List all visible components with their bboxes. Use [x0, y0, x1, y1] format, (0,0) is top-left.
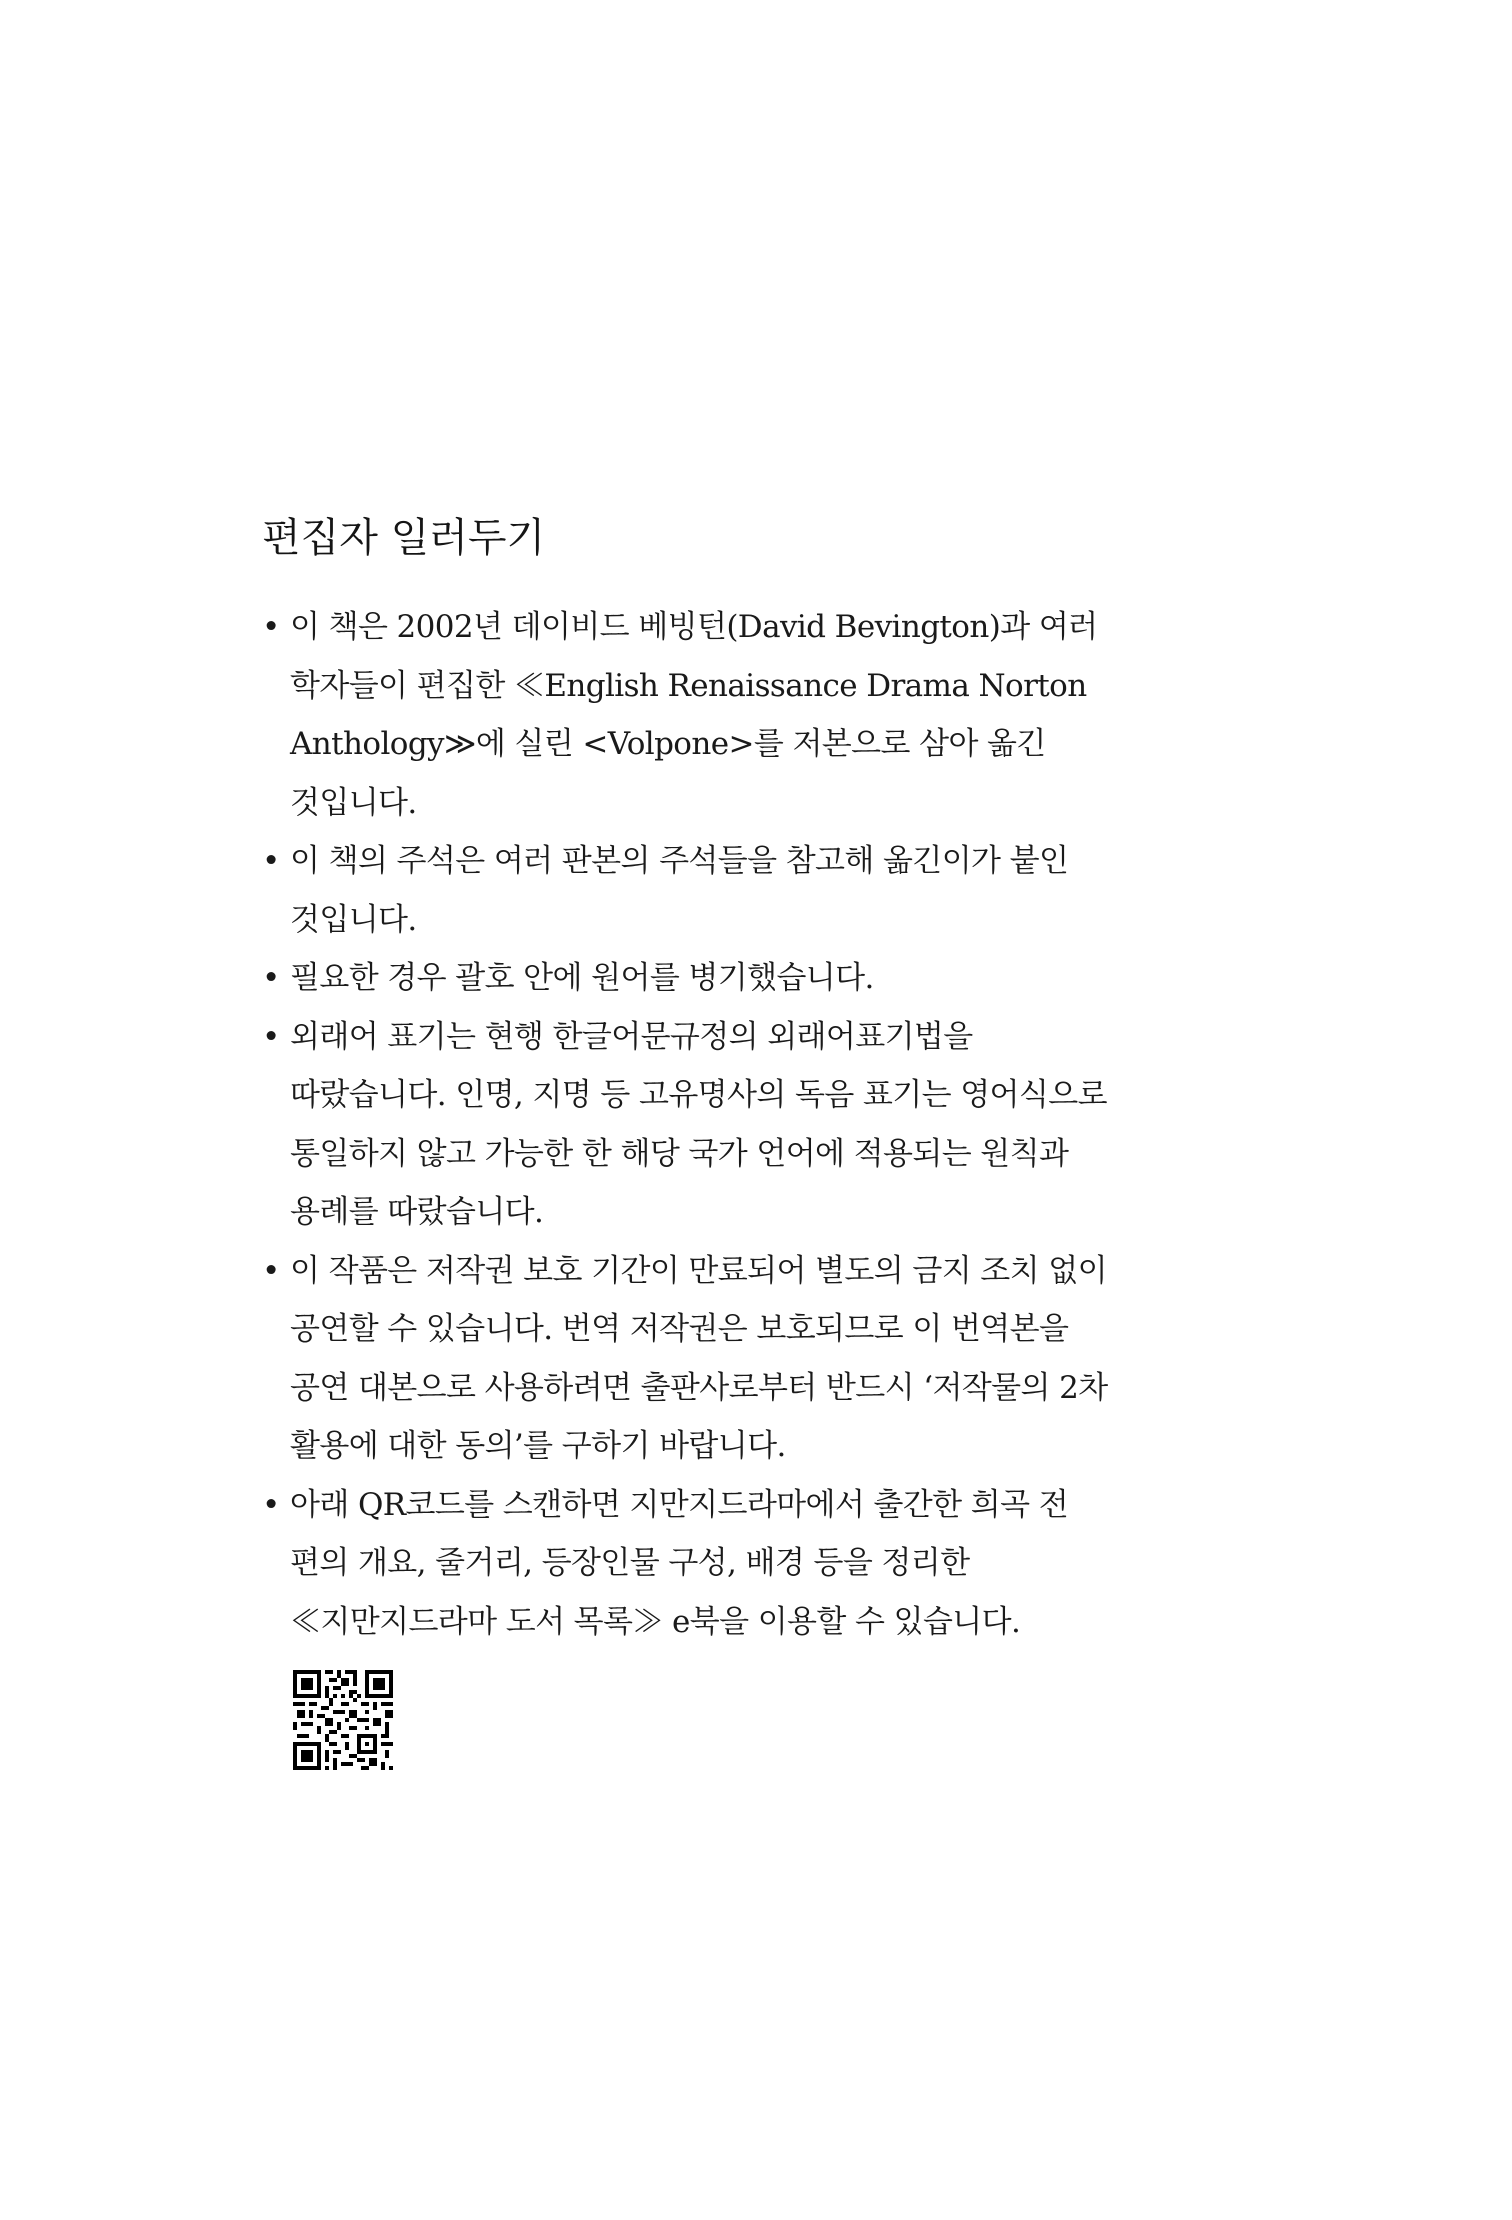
note-line: 통일하지 않고 가능한 한 해당 국가 언어에 적용되는 원칙과 — [290, 1135, 1069, 1172]
note-line: 이 책은 2002년 데이비드 베빙턴(David Bevington)과 여러 — [290, 609, 1098, 645]
page-title: 편집자 일러두기 — [262, 515, 546, 561]
bullet-icon: • — [262, 1018, 280, 1055]
note-line: Anthology≫에 실린 <Volpone>를 저본으로 삼아 옮긴 — [290, 726, 1046, 762]
note-item — [262, 1242, 1242, 1476]
note-line: 활용에 대한 동의’를 구하기 바랍니다. — [290, 1428, 786, 1464]
note-line: 용례를 따랐습니다. — [290, 1194, 544, 1230]
note-item — [262, 598, 1242, 832]
note-line: 학자들이 편집한 ≪English Renaissance Drama Norton — [290, 667, 1087, 704]
note-line: 아래 QR코드를 스캔하면 지만지드라마에서 출간한 희곡 전 — [290, 1486, 1069, 1523]
note-item — [262, 1008, 1242, 1242]
bullet-icon: • — [262, 1486, 280, 1523]
note-line: 이 책의 주석은 여러 판본의 주석들을 참고해 옮긴이가 붙인 — [290, 843, 1069, 879]
bullet-icon: • — [262, 1252, 280, 1289]
note-item — [262, 832, 1242, 949]
bullet-icon: • — [262, 843, 280, 879]
note-line: 따랐습니다. 인명, 지명 등 고유명사의 독음 표기는 영어식으로 — [290, 1077, 1107, 1113]
editor-notes-list — [262, 598, 1242, 1651]
note-line: ≪지만지드라마 도서 목록≫ e북을 이용할 수 있습니다. — [290, 1603, 1021, 1640]
note-line: 외래어 표기는 현행 한글어문규정의 외래어표기법을 — [290, 1018, 973, 1055]
note-item — [262, 949, 1242, 1008]
bullet-icon: • — [262, 960, 280, 996]
note-line: 공연할 수 있습니다. 번역 저작권은 보호되므로 이 번역본을 — [290, 1311, 1069, 1347]
note-line: 이 작품은 저작권 보호 기간이 만료되어 별도의 금지 조치 없이 — [290, 1252, 1107, 1289]
bullet-icon: • — [262, 609, 280, 645]
note-line: 필요한 경우 괄호 안에 원어를 병기했습니다. — [290, 960, 874, 996]
note-line: 것입니다. — [290, 901, 417, 938]
note-line: 공연 대본으로 사용하려면 출판사로부터 반드시 ‘저작물의 2차 — [290, 1369, 1108, 1406]
note-item — [262, 1476, 1242, 1652]
note-line: 것입니다. — [290, 784, 417, 821]
note-line: 편의 개요, 줄거리, 등장인물 구성, 배경 등을 정리한 — [290, 1545, 970, 1581]
qr-code-icon[interactable] — [293, 1670, 393, 1770]
